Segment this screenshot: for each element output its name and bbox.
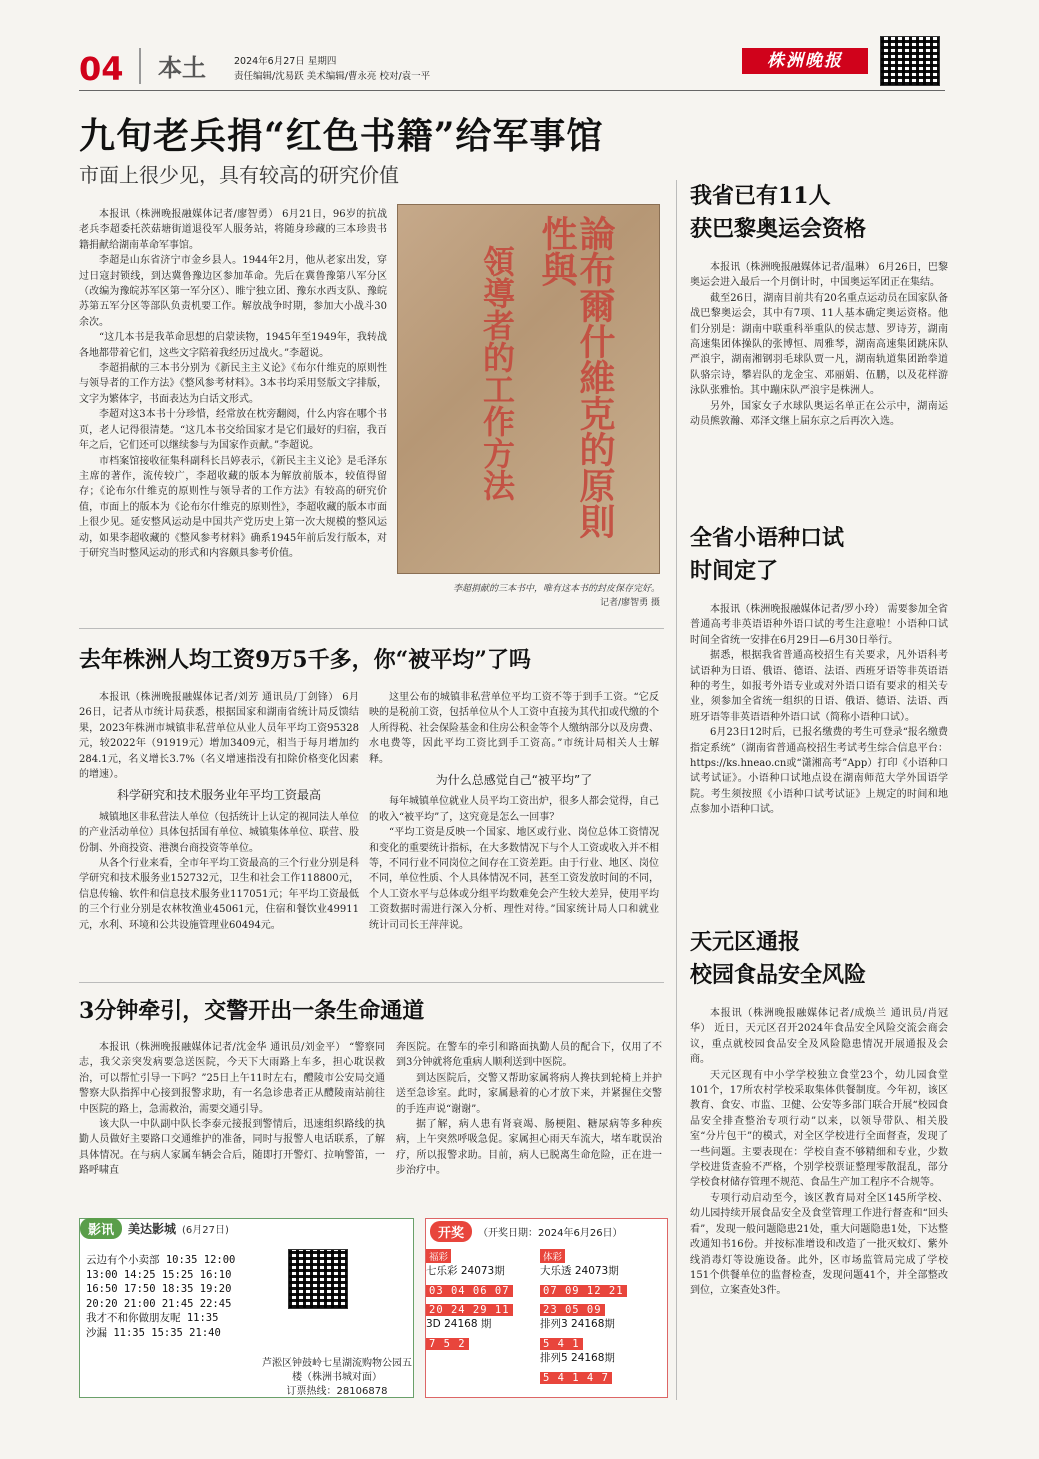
paragraph: 本报讯（株洲晚报融媒体记者/廖智勇） 6月21日，96岁的抗战老兵李超委托茨菇塘街道退役军人服务站，将随身珍藏的三本珍贵书籍捐献给湖南革命军事馆。 xyxy=(79,209,387,251)
paragraph: “平均工资是反映一个国家、地区或行业、岗位总体工资情况和变化的重要统计指标，在大多数情况下与个人工资或收入并不相等，不同行业不同岗位之间存在工资差距。由于行业、地区、岗位不同，单位性质、个人具体情况不同，甚至工资发放时间的不同，个人工资水平与总体或分组平均数难免会产生较大差异，使用平均工资数据时需进行深入分析、理性对待。”国家统计局人口和就业统计司司长王萍萍说。 xyxy=(369,827,659,931)
paragraph: 每年城镇单位就业人员平均工资出炉，很多人都会觉得，自己的收入“被平均”了，这究竟是怎么一回事？ xyxy=(369,796,659,823)
paragraph: 李超是山东省济宁市金乡县人。1944年2月，他从老家出发，穿过日寇封锁线，到达冀鲁豫边区参加革命。先后在冀鲁豫第八军分区（改编为豫皖苏军区第一军分区）、睢宁独立团、豫东水西支队、豫皖苏第五军分区等部队负责机要工作。解放战争时期，参加大小战斗30余次。 xyxy=(79,255,387,328)
ticket-hotline: 订票热线：28106878 xyxy=(286,1386,388,1397)
paragraph: 本报讯（株洲晚报融媒体记者/罗小玲） 需要参加全省普通高考非英语语种外语口试的考生注意啦！小语种口试时间全省统一安排在6月29日—6月30日举行。 xyxy=(690,604,948,646)
paragraph: 本报讯（株洲晚报融媒体记者/刘芳 通讯员/丁剑锋） 6月26日，记者从市统计局获悉，根据国家和湖南省统计局反馈结果，2023年株洲市城镇非私营单位从业人员年平均工资95328元，较2022年（91919元）增加3409元，相当于每月增加约284.1元，名义增长3.7%（名义增速指没有扣除价格变化因素的增速）。 xyxy=(79,692,359,781)
paragraph: 本报讯（株洲晚报融媒体记者/沈金华 通讯员/刘金平） “警察同志，我父亲突发病要急送医院，今天下大雨路上车多，担心耽误救治，可以帮忙引导一下吗？”25日上午11时左右，醴陵市公安局交通警察大队指挥中心接到报警求助，有一名急诊患者正从醴陵南站前往中医院的路上，急需救治，需要交通引导。 xyxy=(79,1042,385,1115)
film-schedule xyxy=(86,1253,256,1341)
welfare-lottery-column xyxy=(426,1245,544,1351)
paragraph: 本报讯（株洲晚报融媒体记者/成焕兰 通讯员/肖冠华） 近日，天元区召开2024年食品安全风险交流会商会议，重点就校园食品安全及风险隐患情况开展通报及会商。 xyxy=(690,1008,948,1066)
food-title-line: 天元区通报 xyxy=(690,929,801,955)
dlt-numbers: 07 09 12 21 xyxy=(540,1285,627,1297)
paragraph: 李超捐献的三本书分别为《新民主主义论》《布尔什维克的原则性与领导者的工作方法》《整风参考材料》。3本书均采用竖版文字排版，文字为繁体字，书面表达为白话文形式。 xyxy=(79,363,387,405)
paragraph: 本报讯（株洲晚报融媒体记者/温琳） 6月26日，巴黎奥运会进入最后一个月倒计时，中国奥运军团正在集结。 xyxy=(690,262,948,289)
food-body xyxy=(690,1006,948,1299)
paragraph: 李超对这3本书十分珍惜，经常放在枕旁翻阅，什么内容在哪个书页，老人记得很清楚。“这几本书交给国家才是它们最好的归宿，我百年之后，它们还可以继续参与为国家作贡献。”李超说。 xyxy=(79,409,387,452)
d3-numbers: 7 5 2 xyxy=(426,1338,469,1350)
photo-caption: 李超捐献的三本书中，唯有这本书的封皮保存完好。 xyxy=(452,584,660,594)
section-name: 本土 xyxy=(158,54,206,82)
dlt-numbers: 23 05 09 xyxy=(540,1304,605,1316)
paragraph: 到达医院后，交警又帮助家属将病人搀扶到轮椅上并护送至急诊室。此时，家属悬着的心才放下来，并紧握住交警的手连声说“谢谢”。 xyxy=(396,1072,662,1115)
sports-lottery-column xyxy=(540,1245,658,1385)
header-rule xyxy=(79,90,945,91)
cinema-name: 美达影城 xyxy=(128,1221,177,1236)
page-number: 04 xyxy=(79,50,124,88)
header-separator xyxy=(139,48,141,84)
exam-article xyxy=(690,522,948,818)
main-article-title: 九旬老兵捐“红色书籍”给军事馆 xyxy=(79,115,604,157)
traffic-article-title: 3分钟牵引，交警开出一条生命通道 xyxy=(79,998,425,1024)
column-divider xyxy=(676,180,677,1400)
paragraph: 这里公布的城镇非私营单位平均工资不等于到手工资。“它反映的是税前工资，包括单位从个人工资中直接为其代扣或代缴的个人所得税、社会保险基金和住房公积金等个人缴纳部分以及房费、水电费等，因此平均工资比到手工资高。”市统计局相关人士解释。 xyxy=(369,692,659,765)
wage-subhead: 为什么总感觉自己“被平均”了 xyxy=(435,773,593,788)
paragraph: “这几本书是我革命思想的启蒙读物，1945年至1949年，我转战各地都带着它们，这些文字陪着我经历过战火。”李超说。 xyxy=(79,332,387,359)
lottery-results-box xyxy=(425,1218,668,1398)
paragraph: 截至26日，湖南目前共有20名重点运动员在国家队备战巴黎奥运会，其中有7项、11人基本确定奥运资格。他们分别是：湖南中联重科举重队的侯志慧、罗诗芳，湖南高速集团体操队的张博恒、周雅琴，湖南高速集团跳床队严浪宇，湖南湘钢羽毛球队贾一凡，湖南轨道集团跆拳道队骆宗诗，攀岩队的龙金宝、邓丽娟、伍鹏，以及花样游泳队张雅怡。其中蹦床队严浪宇是株洲人。 xyxy=(690,292,948,397)
qr-code-icon xyxy=(880,36,940,86)
traffic-article-column-1 xyxy=(79,1040,385,1179)
paragraph: 奔医院。在警车的牵引和路面执勤人员的配合下，仅用了不到3分钟就将危重病人顺利送到中医院。 xyxy=(396,1042,662,1069)
paragraph: 该大队一中队副中队长李泰元接报到警情后，迅速组织路线的执勤人员做好主要路口交通维护的准备，同时与报警人电话联系，了解具体情况。在与病人家属车辆会合后，随即打开警灯、拉响警笛，一路呼啸直 xyxy=(79,1119,385,1177)
qlc-numbers: 20 24 29 11 xyxy=(426,1304,513,1316)
film-listing-row: 我才不和你做朋友呢 11:35 xyxy=(86,1312,219,1325)
qlc-numbers: 03 04 06 07 xyxy=(426,1285,513,1297)
wage-subhead: 科学研究和技术服务业年平均工资最高 xyxy=(116,788,321,803)
book-title-text: 領導者的工作方法 xyxy=(478,245,516,501)
main-article-body xyxy=(79,207,387,561)
paragraph: 据了解，病人患有肾衰竭、肠梗阻、糖尿病等多种疾病，上午突然呼吸急促。家属担心雨天车流大，堵车耽误治疗，所以报警求助。目前，病人已脱离生命危险，正在进一步治疗中。 xyxy=(396,1119,662,1177)
cinema-address: 芦淞区钟鼓岭七星湖流购物公园五楼（株洲书城对面） xyxy=(262,1358,412,1383)
traffic-article-column-2 xyxy=(396,1040,662,1179)
film-listings-box xyxy=(79,1218,414,1398)
lottery-badge: 开奖 xyxy=(430,1221,472,1242)
olympics-body xyxy=(690,260,948,429)
exam-title-line: 时间定了 xyxy=(690,558,779,584)
olympics-title-line: 我省已有11人 xyxy=(690,183,831,209)
p5-label: 排列5 24168期 xyxy=(540,1352,615,1364)
film-listing-row: 13:00 14:25 15:25 16:10 xyxy=(86,1268,232,1281)
wage-article-column-1 xyxy=(79,690,359,933)
paragraph: 另外，国家女子水球队奥运名单正在公示中，湖南运动员熊敦瀚、邓泽文继上届东京之后再次入选。 xyxy=(690,400,948,428)
olympics-title-line: 获巴黎奥运会资格 xyxy=(690,216,867,242)
p5-numbers: 5 4 1 4 7 xyxy=(540,1372,612,1384)
film-listing-row: 沙漏 11:35 15:35 21:40 xyxy=(86,1326,221,1339)
lottery-draw-date: （开奖日期：2024年6月26日） xyxy=(478,1228,623,1239)
lottery-category: 体彩 xyxy=(540,1249,565,1263)
paragraph: 天元区现有中小学学校独立食堂23个，幼儿园食堂101个，17所农村学校采取集体供餐制度。今年初，该区教育、食安、市监、卫健、公安等多部门联合开展“校园食品安全排查整治专项行动”以来，以领导带队、相关股室“分片包干”的模式，对全区学校进行全面督查，发现了一些问题。主要表现在：学校自查不够精细和专业，少数学校进货查验不严格，个别学校票证整理零散混乱，部分学校食材储存管理不规范、食品生产加工程序不合规等。 xyxy=(690,1069,948,1189)
editor-credits: 责任编辑/沈易跃 美术编辑/曹永亮 校对/袁一平 xyxy=(234,71,431,82)
dlt-label: 大乐透 24073期 xyxy=(540,1265,619,1277)
cinema-address-block xyxy=(262,1357,412,1399)
qlc-label: 七乐彩 24073期 xyxy=(426,1265,505,1277)
olympics-article xyxy=(690,180,948,429)
main-article-subtitle: 市面上很少见，具有较高的研究价值 xyxy=(79,163,399,187)
book-title-text: 論布爾什維克的原則性與 xyxy=(536,215,616,539)
lottery-header xyxy=(430,1221,623,1242)
paragraph: 从各个行业来看，全市年平均工资最高的三个行业分别是科学研究和技术服务业152732元，卫生和社会工作118800元，信息传输、软件和信息技术服务业117051元；年平均工资最低的三个行业分别是农林牧渔业45061元，住宿和餐饮业49911元，水利、环境和公共设施管理业60494元。 xyxy=(79,858,359,931)
photo-caption-block xyxy=(397,582,660,610)
lottery-category: 福彩 xyxy=(426,1249,451,1263)
section-divider xyxy=(79,982,664,983)
film-header xyxy=(80,1217,229,1239)
film-date: (6月27日) xyxy=(182,1224,229,1236)
film-listing-row: 16:50 17:50 18:35 19:20 xyxy=(86,1283,232,1296)
exam-body xyxy=(690,602,948,818)
paragraph: 专项行动启动至今，该区教育局对全区145所学校、幼儿园持续开展食品安全及食堂管理工作进行督查和“回头看”，发现一般问题隐患21处，重大问题隐患1处，下达整改通知书16份。并按标准增设和改造了一批灭蚊灯、紫外线消毒灯等设施设备。此外，区市场监管局完成了学校151个供餐单位的监督检查，发现问题41个，并全部整改到位，立案查处3件。 xyxy=(690,1192,948,1297)
paragraph: 市档案馆接收征集科副科长吕婷表示，《新民主主义论》是毛泽东主席的著作，流传较广，李超收藏的版本为解放前版本，较值得留存；《论布尔什维克的原则性与领导者的工作方法》有较高的研究价值，市面上的版本为《论布尔什维克的原则性》，李超收藏的版本市面上很少见。延安整风运动是中国共产党历史上第一次大规模的整风运动，如果李超收藏的《整风参考材料》确系1945年前后发行版本，对于研究当时整风运动的形式和内容颇具参考价值。 xyxy=(79,455,387,559)
section-divider xyxy=(79,628,664,629)
book-cover-photo xyxy=(397,204,660,574)
food-safety-article xyxy=(690,926,948,1299)
film-listing-row: 云边有个小卖部 10:35 12:00 xyxy=(86,1254,236,1266)
food-title-line: 校园食品安全风险 xyxy=(690,962,867,988)
d3-label: 3D 24168 期 xyxy=(426,1318,492,1330)
exam-title-line: 全省小语种口试 xyxy=(690,525,845,551)
newspaper-logo: 株洲晚报 xyxy=(742,48,868,74)
photo-credit: 记者/廖智勇 摄 xyxy=(600,598,660,608)
page-header xyxy=(0,0,1039,110)
issue-date: 2024年6月27日 星期四 xyxy=(234,56,337,67)
film-badge: 影讯 xyxy=(80,1218,122,1239)
paragraph: 据悉，根据我省普通高校招生有关要求，凡外语科考试语种为日语、俄语、德语、法语、西班牙语等非英语语种的考生，如报考外语专业或对外语口语有要求的相关专业，须参加全省统一组织的日语、俄语、德语、法语、西班牙语等非英语语种外语口试（简称小语种口试）。 xyxy=(690,650,948,723)
film-listing-row: 20:20 21:00 21:45 22:45 xyxy=(86,1297,232,1310)
p3-numbers: 5 4 1 xyxy=(540,1338,583,1350)
wage-article-column-2 xyxy=(369,690,659,933)
p3-label: 排列3 24168期 xyxy=(540,1318,615,1330)
wage-article-title: 去年株洲人均工资9万5千多，你“被平均”了吗 xyxy=(79,647,531,673)
cinema-qr-code-icon xyxy=(288,1249,348,1309)
paragraph: 6月23日12时后，已报名缴费的考生可登录“报名缴费指定系统”（湖南省普通高校招生考试考生综合信息平台：https://ks.hneao.cn或“潇湘高考”App）打印《小语种口试考试证》。小语种口试地点设在湖南师范大学外国语学院。考生须按照《小语种口试考试证》上规定的时间和地点参加小语种口试。 xyxy=(690,727,948,816)
paragraph: 城镇地区非私营法人单位（包括统计上认定的视同法人单位的产业活动单位）具体包括国有单位、城镇集体单位、联营、股份制、外商投资、港澳台商投资等单位。 xyxy=(79,811,359,854)
